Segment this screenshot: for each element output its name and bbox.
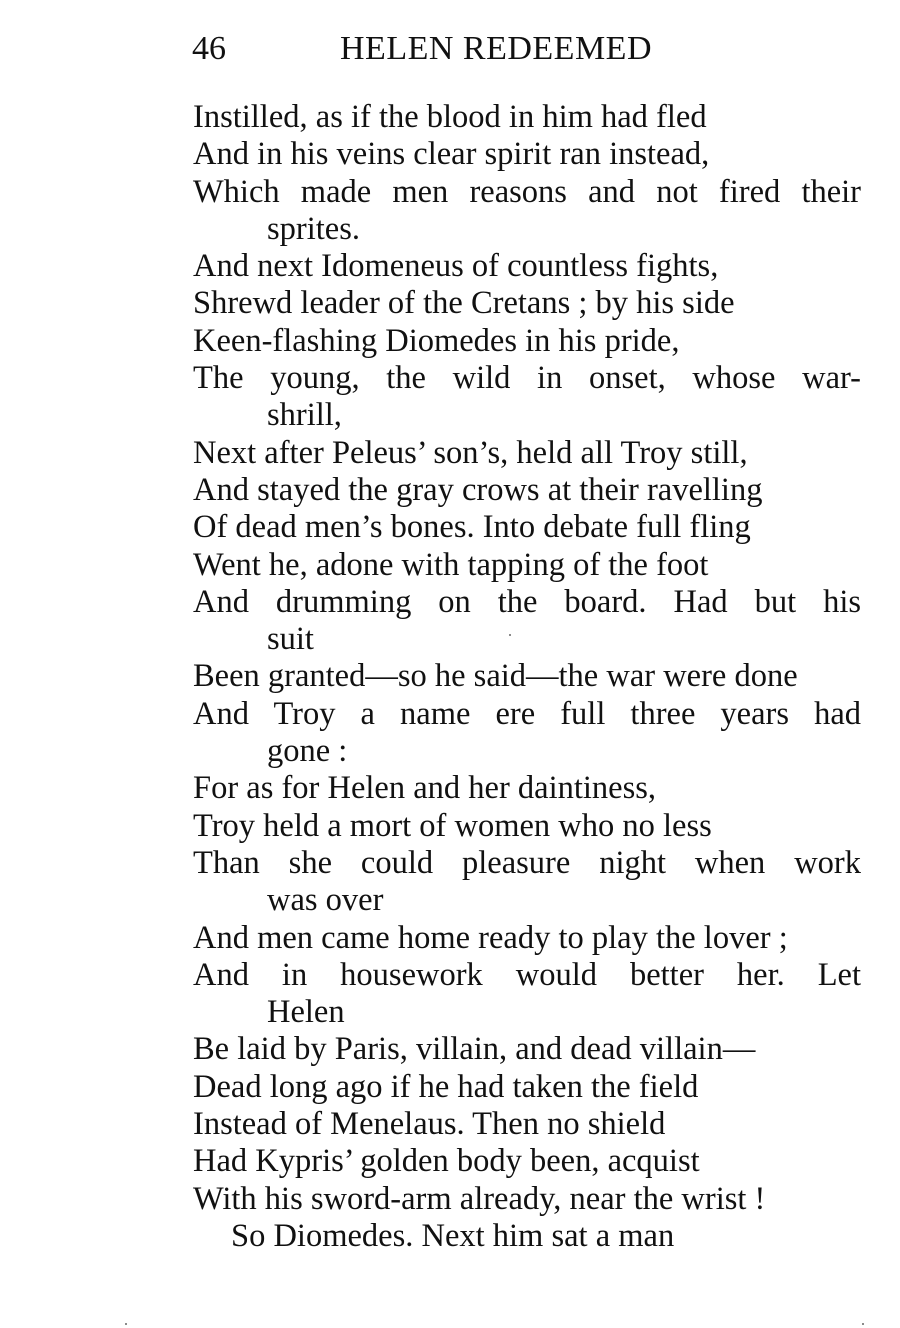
poem-line: Instead of Menelaus. Then no shield [193, 1106, 666, 1143]
poem-line: The young, the wild in onset, whose war- [193, 360, 861, 397]
poem-line-continuation: gone : [267, 733, 348, 770]
poem-line: Instilled, as if the blood in him had fled [193, 99, 707, 135]
poem-line: And drumming on the board. Had but his [193, 583, 861, 620]
poem-line-continuation: shrill, [267, 397, 342, 434]
running-header [192, 24, 732, 74]
poem-line: Of dead men’s bones. Into debate full fling [193, 509, 751, 546]
poem-line: Dead long ago if he had taken the field [193, 1068, 699, 1105]
poem-line: For as for Helen and her daintiness, [193, 770, 656, 807]
poem-line: Keen-flashing Diomedes in his pride, [193, 322, 680, 359]
poem-line: And in his veins clear spirit ran instead, [193, 136, 710, 173]
poem-line: Had Kypris’ golden body been, acquist [193, 1143, 700, 1180]
poem-line: Went he, adone with tapping of the foot [193, 546, 709, 583]
poem-line-continuation: suit [267, 621, 314, 658]
poem-line: And next Idomeneus of countless fights, [193, 248, 719, 285]
poem-line: Been granted—so he said—the war were done [193, 658, 798, 695]
poem-text [193, 99, 861, 1255]
poem-line: So Diomedes. Next him sat a man [231, 1217, 675, 1254]
poem-line: Be laid by Paris, villain, and dead villain— [193, 1031, 756, 1068]
poem-line: And men came home ready to play the lover ; [193, 919, 788, 956]
poem-line-continuation: was over [267, 882, 384, 919]
running-title: HELEN REDEEMED [340, 30, 653, 67]
poem-line: And in housework would better her. Let [193, 956, 861, 993]
poem-line: Shrewd leader of the Cretans ; by his side [193, 285, 735, 322]
poem-line: Than she could pleasure night when work [193, 844, 861, 881]
print-speck [125, 1323, 127, 1325]
poem-line: And Troy a name ere full three years had [193, 695, 861, 732]
poem-line: And stayed the gray crows at their ravelling [193, 471, 763, 508]
page-number: 46 [192, 30, 226, 67]
poem-line-continuation: Helen [267, 994, 345, 1031]
poem-line: Which made men reasons and not fired their [193, 173, 861, 210]
poem-line-continuation: sprites. [267, 210, 360, 247]
poem-line: Next after Peleus’ son’s, held all Troy still, [193, 434, 748, 471]
print-speck [862, 1323, 864, 1325]
poem-line: Troy held a mort of women who no less [193, 807, 712, 844]
print-speck [509, 634, 511, 636]
poem-line: With his sword-arm already, near the wrist ! [193, 1180, 766, 1217]
